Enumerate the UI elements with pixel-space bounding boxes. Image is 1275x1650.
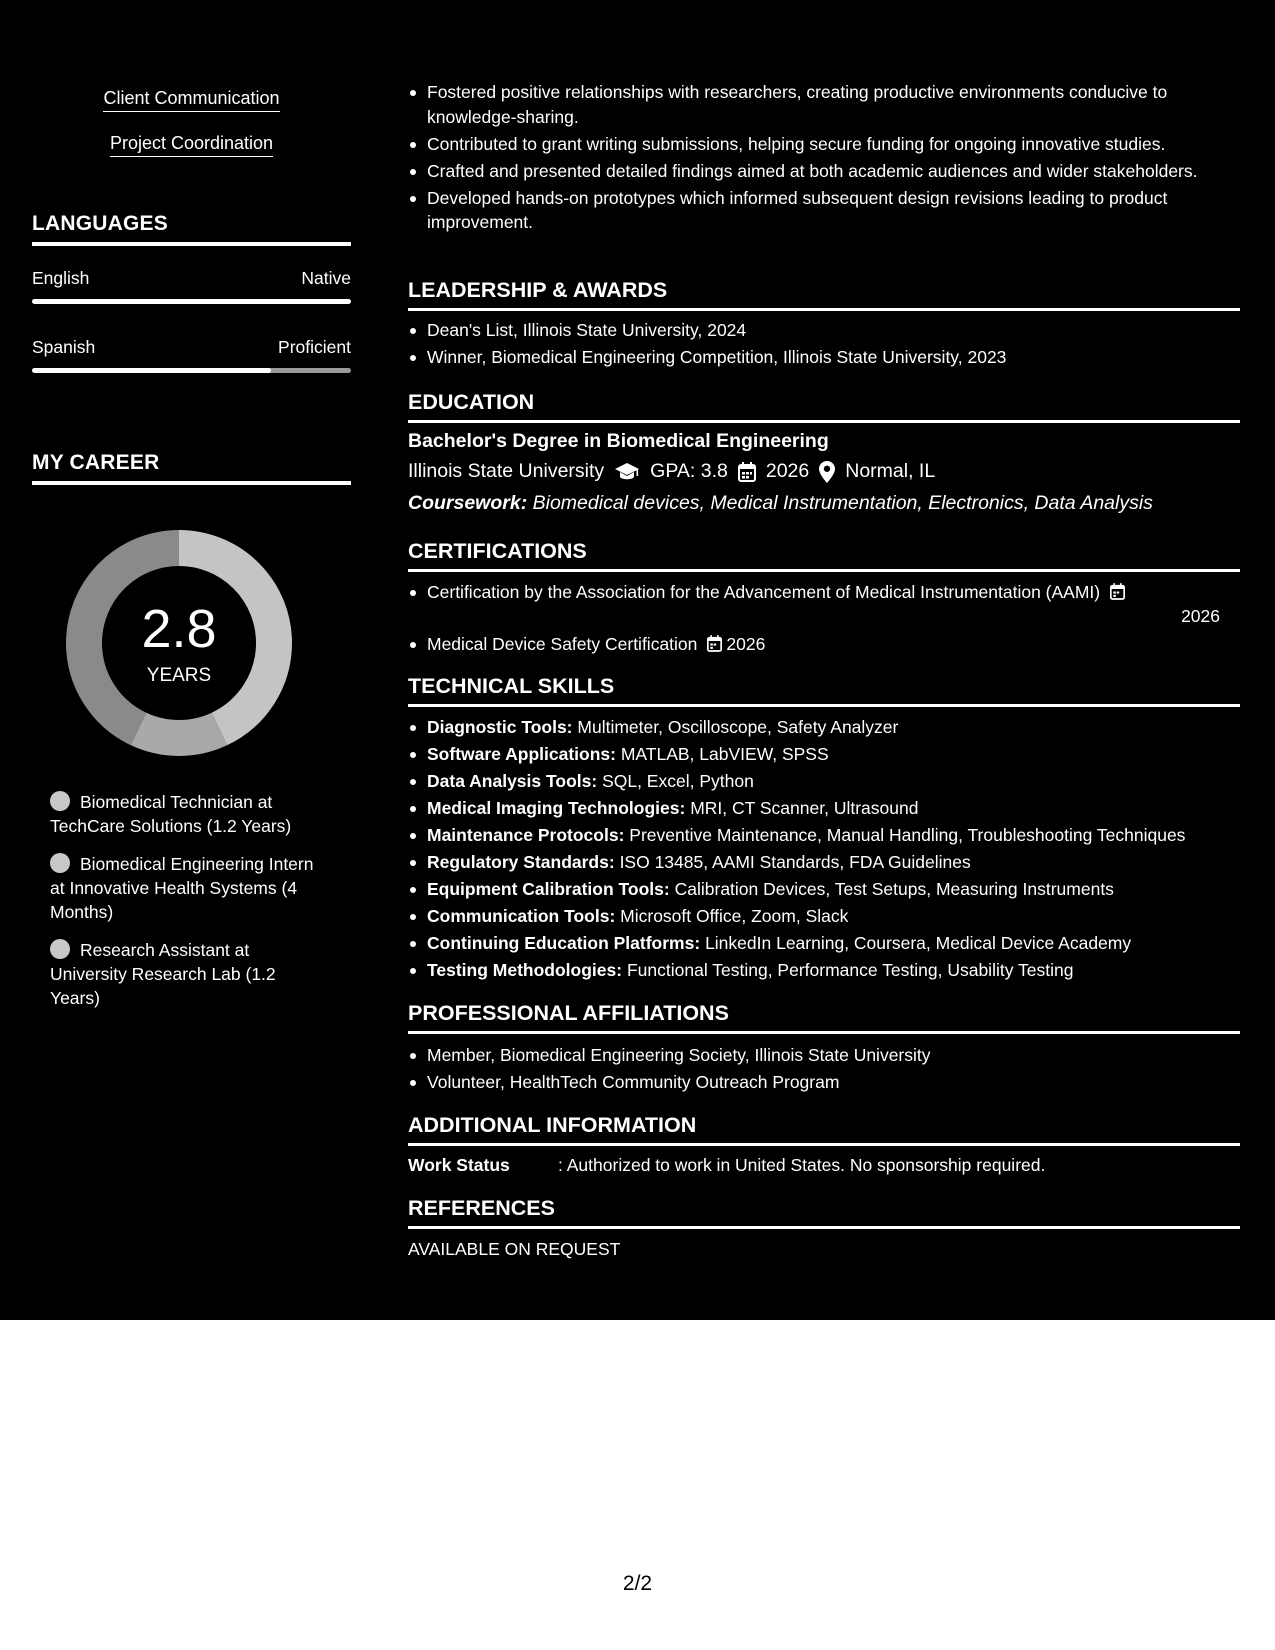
list-item: Volunteer, HealthTech Community Outreach Program	[408, 1070, 1240, 1095]
language-level: Native	[301, 268, 351, 288]
affiliations-heading: PROFESSIONAL AFFILIATIONS	[408, 1001, 1240, 1034]
language-bar-english	[32, 299, 351, 304]
list-item	[408, 850, 1240, 875]
coursework	[408, 492, 1153, 515]
list-item: Fostered positive relationships with researchers, creating productive environments conducive to knowledge-sharing.	[408, 80, 1240, 129]
career-item: Biomedical Technician at TechCare Solutions (1.2 Years)	[50, 792, 292, 836]
career-legend-dot	[50, 791, 70, 811]
certification-year: 2026	[726, 634, 766, 654]
list-item	[408, 958, 1240, 983]
list-item	[408, 769, 1240, 794]
education-meta	[408, 460, 935, 483]
technical-skills-heading: TECHNICAL SKILLS	[408, 674, 1240, 707]
list-item	[408, 904, 1240, 929]
skill-value: SQL, Excel, Python	[602, 771, 754, 791]
career-item: Research Assistant at University Research Lab (1.2 Years)	[50, 940, 276, 1008]
list-item	[408, 823, 1240, 848]
skill-label: Diagnostic Tools:	[427, 717, 573, 737]
school-name: Illinois State University	[408, 460, 605, 482]
career-legend-dot	[50, 939, 70, 959]
list-item	[408, 632, 1240, 657]
language-english	[32, 268, 351, 289]
graduation-year: 2026	[765, 460, 810, 482]
career-unit-label: YEARS	[146, 665, 212, 686]
skill-label: Equipment Calibration Tools:	[427, 879, 670, 899]
gpa: GPA: 3.8	[650, 460, 728, 482]
skill-value: ISO 13485, AAMI Standards, FDA Guidelines	[619, 852, 971, 872]
experience-bullets	[408, 80, 1240, 237]
technical-skills-list	[408, 715, 1240, 985]
skill-value: MRI, CT Scanner, Ultrasound	[690, 798, 919, 818]
language-level: Proficient	[278, 337, 351, 357]
skill-label: Data Analysis Tools:	[427, 771, 598, 791]
skill-label: Communication Tools:	[427, 906, 616, 926]
skill-label: Continuing Education Platforms:	[427, 933, 701, 953]
affiliations-list	[408, 1043, 1240, 1097]
certification-name: Medical Device Safety Certification	[427, 634, 698, 654]
list-item: Member, Biomedical Engineering Society, Illinois State University	[408, 1043, 1240, 1068]
calendar-icon	[707, 635, 722, 652]
skill-value: Calibration Devices, Test Setups, Measuring Instruments	[674, 879, 1114, 899]
language-bar-spanish	[32, 368, 351, 373]
career-heading: MY CAREER	[32, 451, 351, 485]
list-item: Contributed to grant writing submissions, helping secure funding for ongoing innovative studies.	[408, 132, 1240, 157]
additional-info-heading: ADDITIONAL INFORMATION	[408, 1113, 1240, 1146]
skill-label: Maintenance Protocols:	[427, 825, 625, 845]
calendar-icon	[1110, 583, 1125, 600]
skill-value: MATLAB, LabVIEW, SPSS	[620, 744, 829, 764]
work-status-label: Work Status	[408, 1155, 510, 1175]
awards-heading: LEADERSHIP & AWARDS	[408, 278, 1240, 311]
career-total-years: 2.8	[141, 599, 217, 659]
list-item	[408, 796, 1240, 821]
skill-client-communication[interactable]: Client Communication	[32, 88, 351, 112]
degree-title: Bachelor's Degree in Biomedical Engineering	[408, 430, 829, 452]
work-status-value: : Authorized to work in United States. No sponsorship required.	[558, 1155, 1046, 1175]
references-value: AVAILABLE ON REQUEST	[408, 1239, 621, 1259]
work-status	[408, 1155, 1045, 1176]
list-item: Winner, Biomedical Engineering Competition, Illinois State University, 2023	[408, 345, 1240, 370]
language-bar-fill	[32, 368, 271, 373]
career-legend-dot	[50, 853, 70, 873]
skill-label: Testing Methodologies:	[427, 960, 623, 980]
list-item	[408, 715, 1240, 740]
coursework-label: Coursework:	[408, 492, 528, 514]
skill-label: Software Applications:	[427, 744, 616, 764]
location: Normal, IL	[845, 460, 936, 482]
language-spanish	[32, 337, 351, 358]
education-heading: EDUCATION	[408, 390, 1240, 423]
skill-value: LinkedIn Learning, Coursera, Medical Device Academy	[705, 933, 1132, 953]
awards-list	[408, 318, 1240, 372]
certifications-list	[408, 580, 1240, 660]
calendar-icon	[738, 462, 756, 482]
career-item: Biomedical Engineering Intern at Innovative Health Systems (4 Months)	[50, 854, 314, 922]
skill-value: Multimeter, Oscilloscope, Safety Analyzer	[577, 717, 899, 737]
certification-year: 2026	[1181, 606, 1220, 626]
graduation-cap-icon	[614, 462, 640, 482]
list-item	[408, 877, 1240, 902]
references-heading: REFERENCES	[408, 1196, 1240, 1229]
languages-heading: LANGUAGES	[32, 212, 351, 246]
language-name: English	[32, 268, 90, 288]
location-pin-icon	[819, 461, 835, 483]
language-bar-fill	[32, 299, 351, 304]
page-number: 2/2	[622, 1572, 653, 1595]
skill-value: Functional Testing, Performance Testing, Usability Testing	[626, 960, 1074, 980]
coursework-list: Biomedical devices, Medical Instrumentation, Electronics, Data Analysis	[532, 492, 1153, 514]
list-item	[408, 931, 1240, 956]
career-donut-chart	[66, 530, 292, 756]
skill-label: Medical Imaging Technologies:	[427, 798, 686, 818]
skill-value: Microsoft Office, Zoom, Slack	[620, 906, 849, 926]
list-item	[408, 742, 1240, 767]
list-item	[408, 580, 1240, 628]
language-name: Spanish	[32, 337, 96, 357]
certification-name: Certification by the Association for the Advancement of Medical Instrumentation (AAMI)	[427, 582, 1101, 602]
skill-project-coordination[interactable]: Project Coordination	[32, 133, 351, 157]
certifications-heading: CERTIFICATIONS	[408, 539, 1240, 572]
list-item: Dean's List, Illinois State University, 2024	[408, 318, 1240, 343]
skill-value: Preventive Maintenance, Manual Handling, Troubleshooting Techniques	[629, 825, 1186, 845]
list-item: Crafted and presented detailed findings aimed at both academic audiences and wider stakeholders.	[408, 159, 1240, 184]
list-item: Developed hands-on prototypes which informed subsequent design revisions leading to product improvement.	[408, 186, 1240, 235]
skill-label: Regulatory Standards:	[427, 852, 615, 872]
